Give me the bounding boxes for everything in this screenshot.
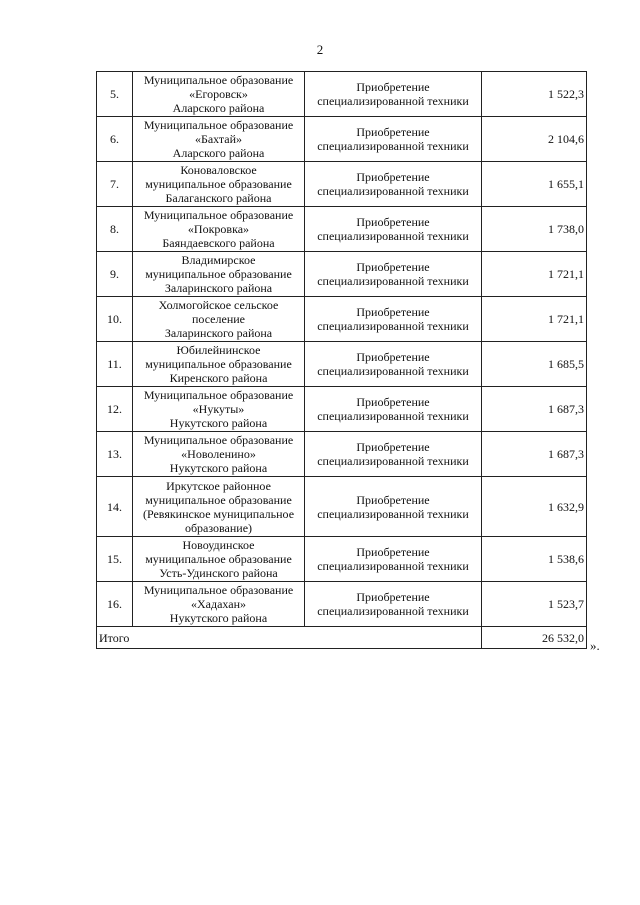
municipality-line: муниципальное образование	[145, 357, 292, 371]
amount-cell: 1 687,3	[482, 387, 587, 432]
row-number: 13.	[97, 432, 133, 477]
amount-cell: 1 721,1	[482, 252, 587, 297]
municipality-line: «Бахтай»	[194, 132, 243, 146]
table-row	[97, 387, 587, 432]
municipality-line: Аларского района	[172, 101, 265, 115]
table-row	[97, 162, 587, 207]
table-row	[97, 537, 587, 582]
purpose-line: Приобретение	[356, 170, 430, 184]
row-number: 9.	[97, 252, 133, 297]
municipality-line: Владимирское	[181, 253, 256, 267]
municipality-line: Юбилейнинское	[176, 343, 261, 357]
amount-cell: 1 685,5	[482, 342, 587, 387]
municipality-line: Холмогойское сельское	[158, 298, 279, 312]
purpose-cell	[305, 582, 482, 627]
amount-cell: 1 655,1	[482, 162, 587, 207]
purpose-cell	[305, 252, 482, 297]
table-row	[97, 252, 587, 297]
purpose-line: специализированной техники	[317, 364, 469, 378]
purpose-line: Приобретение	[356, 305, 430, 319]
municipality-line: Нукутского района	[169, 461, 268, 475]
purpose-line: специализированной техники	[317, 319, 469, 333]
row-number: 12.	[97, 387, 133, 432]
municipality-line: «Покровка»	[187, 222, 250, 236]
municipality-line: муниципальное образование	[145, 552, 292, 566]
purpose-cell	[305, 537, 482, 582]
row-number: 8.	[97, 207, 133, 252]
table-row	[97, 342, 587, 387]
row-number: 14.	[97, 477, 133, 537]
row-number: 10.	[97, 297, 133, 342]
municipality-line: Нукутского района	[169, 416, 268, 430]
row-number: 5.	[97, 72, 133, 117]
purpose-line: Приобретение	[356, 215, 430, 229]
purpose-line: Приобретение	[356, 395, 430, 409]
total-row	[97, 627, 587, 649]
purpose-line: Приобретение	[356, 545, 430, 559]
purpose-cell	[305, 162, 482, 207]
municipality-line: Новоудинское	[182, 538, 255, 552]
municipality-cell	[133, 582, 305, 627]
municipality-cell	[133, 432, 305, 477]
amount-cell: 1 721,1	[482, 297, 587, 342]
purpose-line: специализированной техники	[317, 409, 469, 423]
purpose-line: Приобретение	[356, 125, 430, 139]
municipality-cell	[133, 387, 305, 432]
table-row	[97, 582, 587, 627]
table-row	[97, 207, 587, 252]
municipality-line: Усть-Удинского района	[159, 566, 278, 580]
municipality-line: Балаганского района	[165, 191, 272, 205]
table-row	[97, 297, 587, 342]
table-row	[97, 72, 587, 117]
municipality-cell	[133, 537, 305, 582]
purpose-line: специализированной техники	[317, 604, 469, 618]
allocation-table	[96, 71, 587, 649]
purpose-line: Приобретение	[356, 590, 430, 604]
purpose-cell	[305, 432, 482, 477]
purpose-cell	[305, 207, 482, 252]
total-amount: 26 532,0	[482, 627, 587, 649]
amount-cell: 2 104,6	[482, 117, 587, 162]
municipality-cell	[133, 72, 305, 117]
municipality-line: Аларского района	[172, 146, 265, 160]
amount-cell: 1 522,3	[482, 72, 587, 117]
municipality-line: Баяндаевского района	[162, 236, 275, 250]
purpose-line: Приобретение	[356, 440, 430, 454]
municipality-line: муниципальное образование	[145, 267, 292, 281]
purpose-line: специализированной техники	[317, 559, 469, 573]
municipality-cell	[133, 162, 305, 207]
municipality-line: «Егоровск»	[189, 87, 248, 101]
municipality-cell	[133, 342, 305, 387]
municipality-line: Киренского района	[169, 371, 268, 385]
amount-cell: 1 632,9	[482, 477, 587, 537]
municipality-line: Нукутского района	[169, 611, 268, 625]
purpose-cell	[305, 117, 482, 162]
table-row	[97, 432, 587, 477]
purpose-cell	[305, 72, 482, 117]
municipality-line: «Нукуты»	[192, 402, 245, 416]
municipality-line: Муниципальное образование	[143, 433, 294, 447]
purpose-cell	[305, 342, 482, 387]
municipality-line: Муниципальное образование	[143, 388, 294, 402]
municipality-line: Коноваловское	[180, 163, 257, 177]
purpose-line: специализированной техники	[317, 454, 469, 468]
purpose-line: специализированной техники	[317, 184, 469, 198]
amount-cell: 1 523,7	[482, 582, 587, 627]
municipality-line: Муниципальное образование	[143, 208, 294, 222]
purpose-line: специализированной техники	[317, 139, 469, 153]
municipality-line: муниципальное образование	[145, 177, 292, 191]
amount-cell: 1 738,0	[482, 207, 587, 252]
table-body	[97, 72, 587, 627]
purpose-line: специализированной техники	[317, 506, 469, 521]
row-number: 7.	[97, 162, 133, 207]
municipality-line: Заларинского района	[164, 281, 273, 295]
municipality-line: образование)	[184, 520, 253, 535]
municipality-cell	[133, 297, 305, 342]
row-number: 11.	[97, 342, 133, 387]
purpose-line: специализированной техники	[317, 274, 469, 288]
row-number: 15.	[97, 537, 133, 582]
municipality-line: муниципальное образование	[145, 492, 292, 507]
table-row	[97, 117, 587, 162]
closing-quote-mark: ».	[590, 638, 600, 653]
purpose-line: специализированной техники	[317, 94, 469, 108]
purpose-cell	[305, 387, 482, 432]
total-label: Итого	[97, 627, 482, 649]
purpose-cell	[305, 477, 482, 537]
purpose-line: Приобретение	[356, 260, 430, 274]
page-number: 2	[316, 42, 324, 57]
municipality-line: Заларинского района	[164, 326, 273, 340]
amount-cell: 1 687,3	[482, 432, 587, 477]
municipality-line: (Ревякинское муниципальное	[142, 506, 295, 521]
municipality-cell	[133, 477, 305, 537]
purpose-line: Приобретение	[356, 492, 430, 507]
municipality-line: «Хадахан»	[190, 597, 246, 611]
table-row	[97, 477, 587, 537]
row-number: 16.	[97, 582, 133, 627]
municipality-line: Иркутское районное	[166, 478, 271, 493]
municipality-cell	[133, 252, 305, 297]
municipality-line: Муниципальное образование	[143, 73, 294, 87]
municipality-cell	[133, 207, 305, 252]
purpose-line: Приобретение	[356, 80, 430, 94]
purpose-line: Приобретение	[356, 350, 430, 364]
municipality-cell	[133, 117, 305, 162]
municipality-line: «Новоленино»	[181, 447, 256, 461]
purpose-cell	[305, 297, 482, 342]
municipality-line: Муниципальное образование	[143, 118, 294, 132]
amount-cell: 1 538,6	[482, 537, 587, 582]
purpose-line: специализированной техники	[317, 229, 469, 243]
row-number: 6.	[97, 117, 133, 162]
municipality-line: Муниципальное образование	[143, 583, 294, 597]
municipality-line: поселение	[191, 312, 245, 326]
